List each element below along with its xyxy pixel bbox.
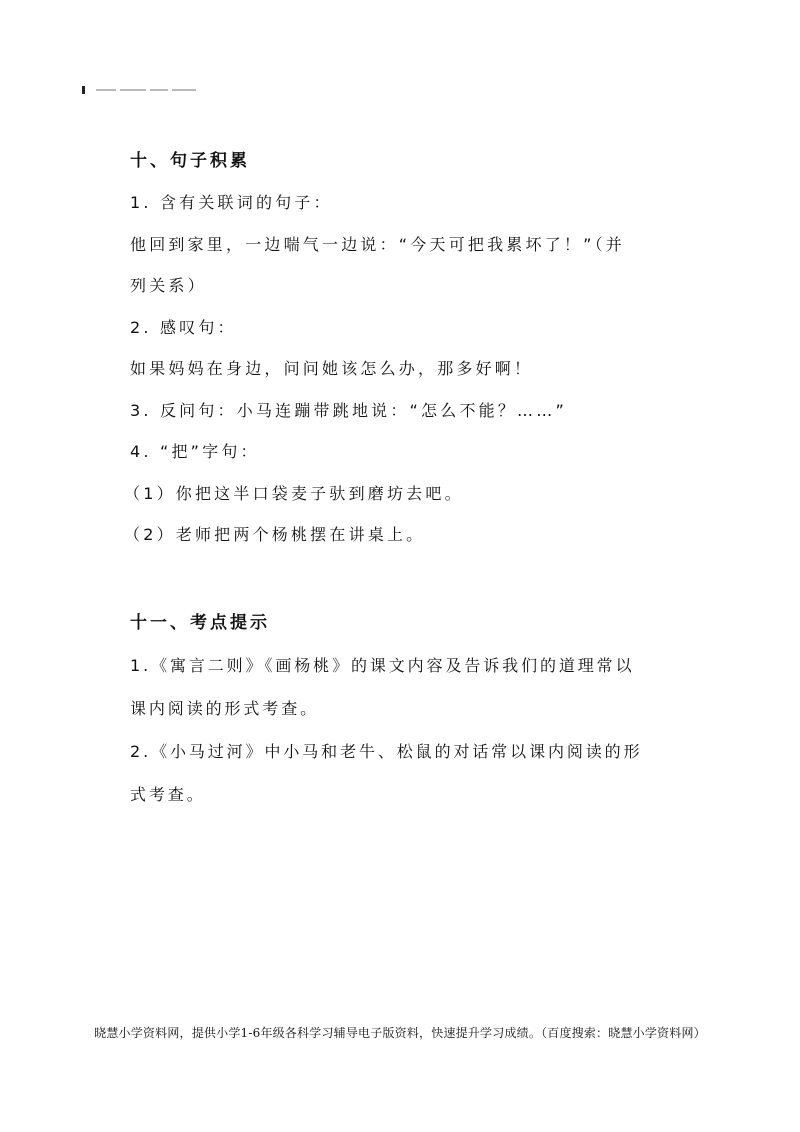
point1-line1: 1.《寓言二则》《画杨桃》的课文内容及告诉我们的道理常以 xyxy=(130,655,635,675)
header-bar-icon xyxy=(82,86,85,94)
item4-sub2: （2）老师把两个杨桃摆在讲桌上。 xyxy=(124,525,426,544)
section-title-exam-tips: 十一、考点提示 xyxy=(130,612,270,633)
item1-sentence-line1: 他回到家里，一边喘气一边说：“今天可把我累坏了！”（并 xyxy=(130,234,625,254)
document-body xyxy=(124,140,675,816)
point2-line1: 2.《小马过河》中小马和老牛、松鼠的对话常以课内阅读的形 xyxy=(130,741,643,761)
item2-heading: 2. 感叹句： xyxy=(130,317,237,337)
point2-line2: 式考查。 xyxy=(130,784,206,804)
item1-sentence-line2: 列关系） xyxy=(130,276,207,295)
item3-rhetorical-question: 3. 反问句：小马连蹦带跳地说：“怎么不能？……” xyxy=(130,400,567,420)
item4-sub1: （1）你把这半口袋麦子驮到磨坊去吧。 xyxy=(124,483,464,503)
item4-heading: 4. “把”字句： xyxy=(130,442,260,461)
item2-sentence: 如果妈妈在身边，问问她该怎么办，那多好啊！ xyxy=(130,359,534,378)
point1-line2: 课内阅读的形式考查。 xyxy=(130,698,320,718)
page-footer: 晓慧小学资料网，提供小学1-6年级各科学习辅导电子版资料，快速提升学习成绩。（百度搜索：晓慧小学资料网） xyxy=(94,1026,706,1040)
header-logo-mark xyxy=(82,86,198,94)
item1-heading: 1. 含有关联词的句子： xyxy=(130,193,333,212)
section-title-sentence-accumulation: 十、句子积累 xyxy=(130,151,250,171)
